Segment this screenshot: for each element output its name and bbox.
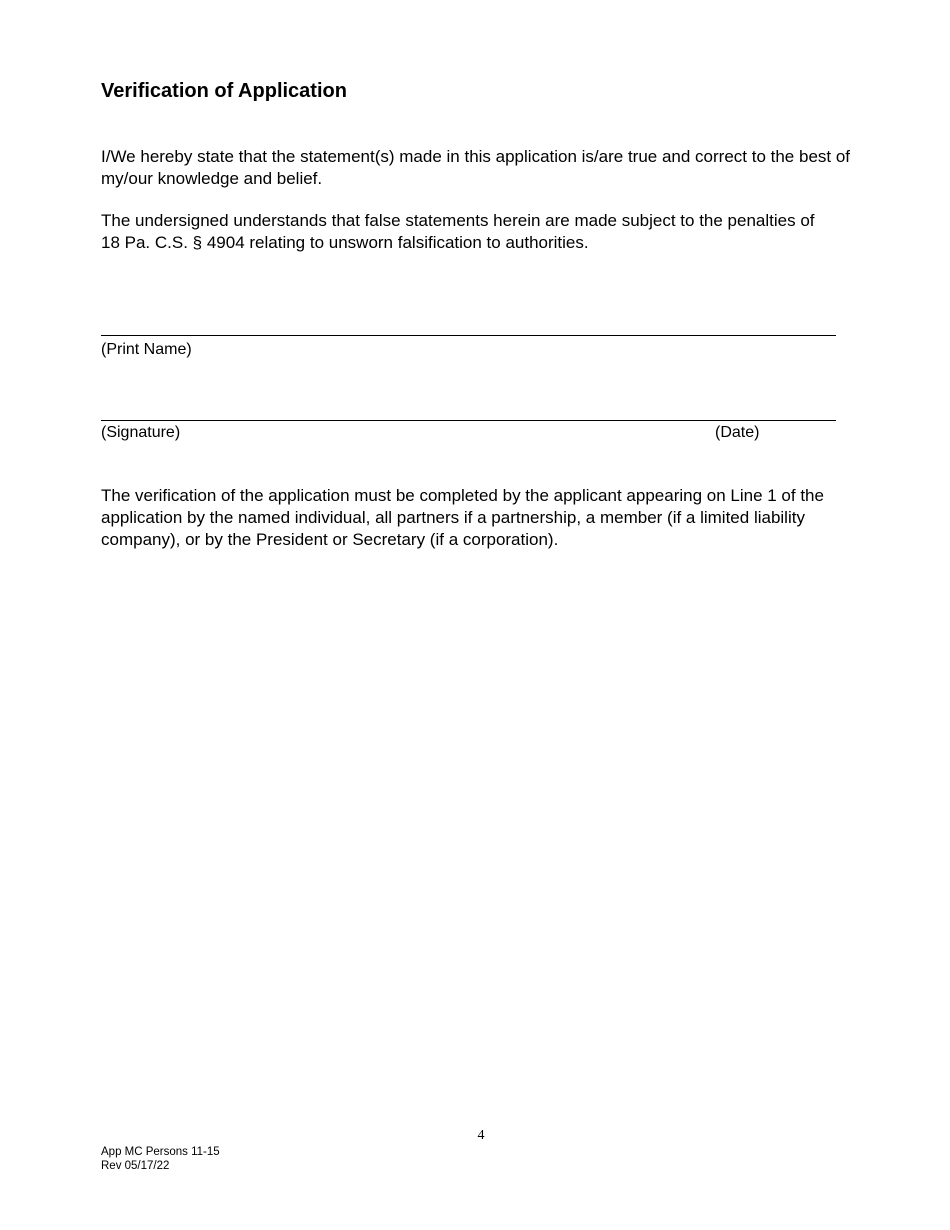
verification-statement: I/We hereby state that the statement(s) made in this application is/are true and correct to the best of my/our knowledge and belief. — [101, 147, 851, 188]
print-name-label: (Print Name) — [101, 341, 192, 358]
page-title: Verification of Application — [101, 80, 347, 102]
form-id: App MC Persons 11-15 — [101, 1146, 220, 1158]
print-name-line[interactable] — [101, 335, 836, 336]
signature-label: (Signature) — [101, 424, 181, 441]
form-footer — [101, 1145, 220, 1173]
revision-date: Rev 05/17/22 — [101, 1160, 170, 1172]
page-number: 4 — [477, 1128, 485, 1143]
verification-instructions: The verification of the application must be completed by the applicant appearing on Line 1 of the application by the named individual, all partners if a partnership, a member (if a limited liability company), or by the President or Secretary (if a corporation). — [101, 486, 824, 549]
signature-line[interactable] — [101, 420, 836, 421]
penalty-statement: The undersigned understands that false statements herein are made subject to the penalties of 18 Pa. C.S. § 4904 relating to unsworn falsification to authorities. — [101, 211, 815, 252]
date-label: (Date) — [715, 424, 760, 441]
